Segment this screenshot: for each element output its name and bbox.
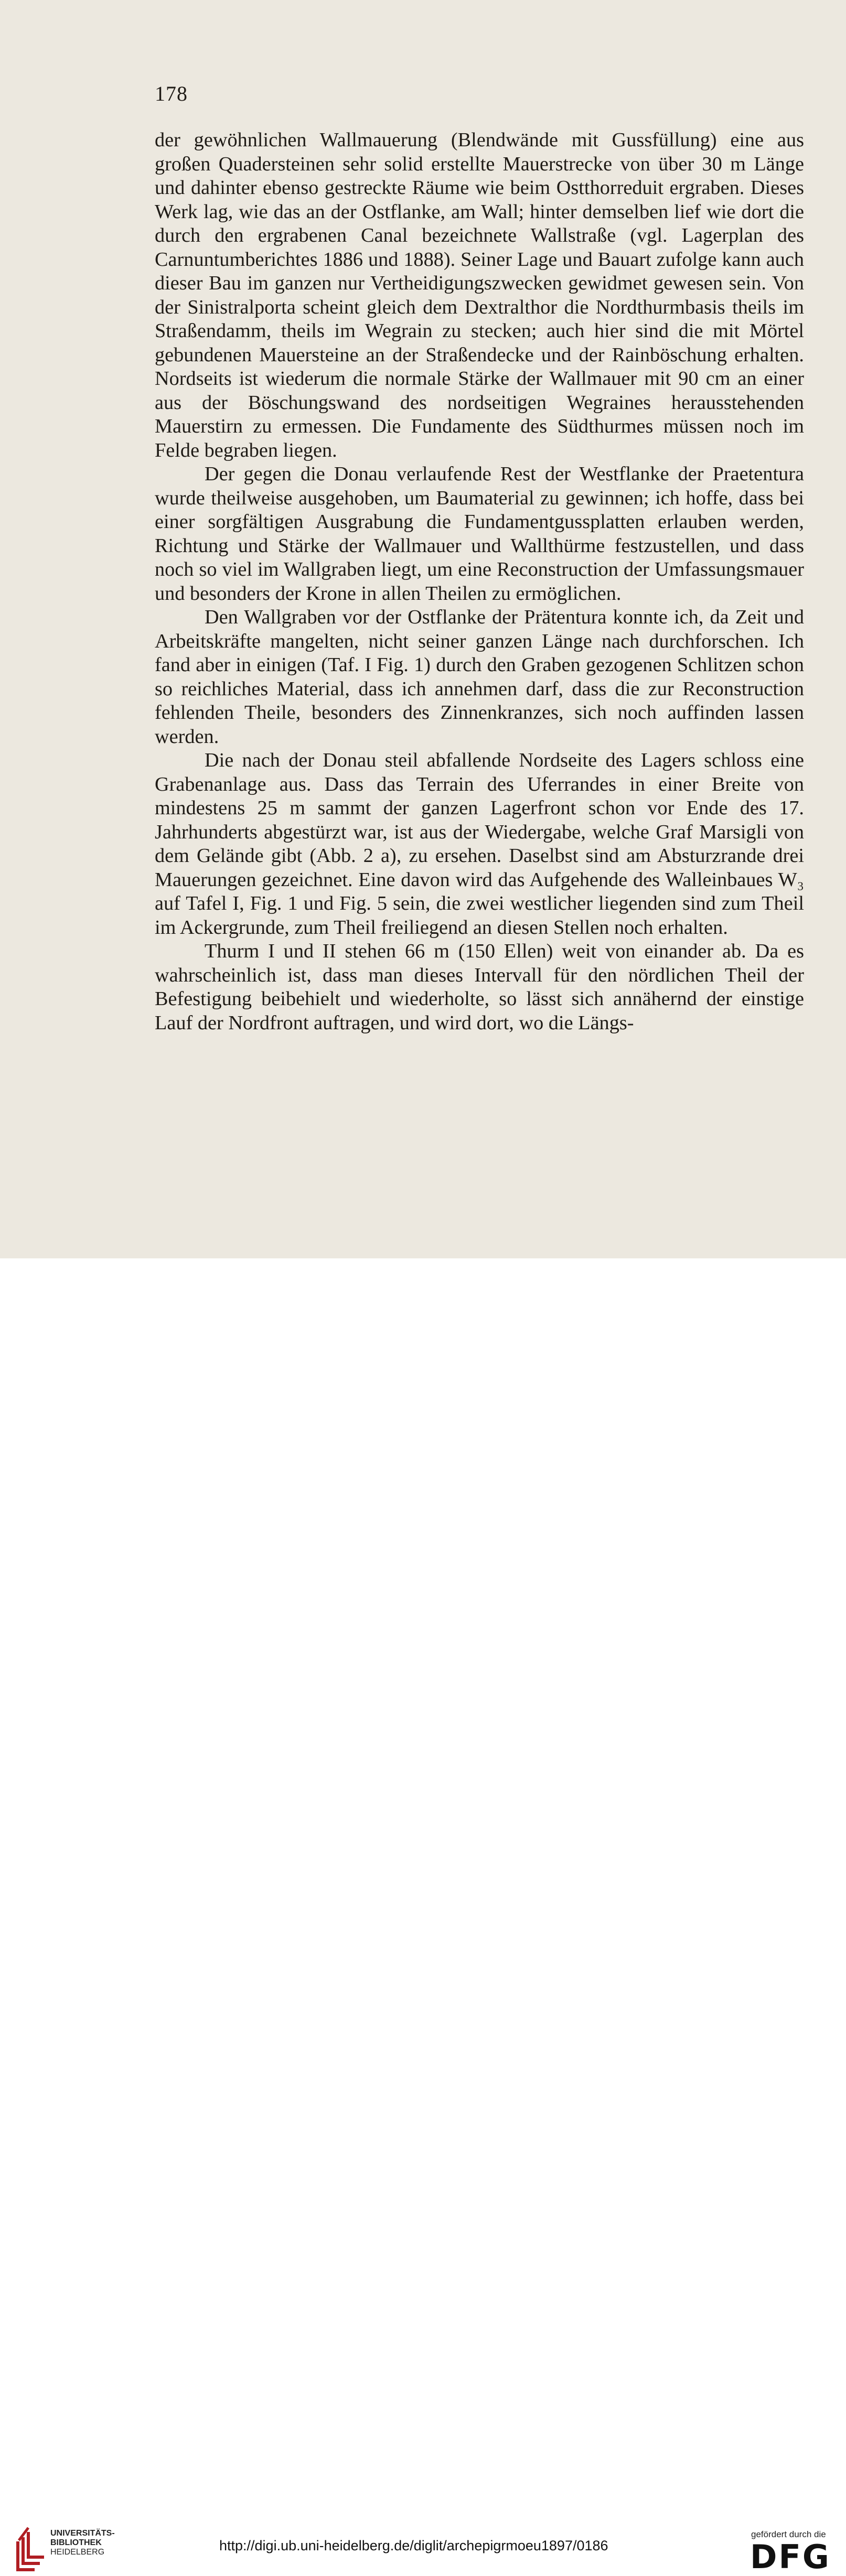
- dfg-logo: DFG: [750, 2538, 831, 2576]
- paragraph-1: der gewöhnlichen Wallmauerung (Blendwände mit Gussfüllung) eine aus großen Quadersteinen sehr solid erstellte Mauerstrecke von über 30 m Länge und dahinter ebenso gestreckte Räume wie beim Ostthorreduit ergraben. Dieses Werk lag, wie das an der Ostflanke, am Wall; hinter demselben lief wie dort die durch den ergrabenen Canal bezeichnete Wallstraße (vgl. Lagerplan des Carnuntumberichtes 1886 und 1888). Seiner Lage und Bauart zufolge kann auch dieser Bau im ganzen nur Vertheidigungszwecken gewidmet gewesen sein. Von der Sinistralporta scheint gleich dem Dextralthor die Nordthurmbasis theils im Straßendamm, theils im Wegrain zu stecken; auch hier sind die mit Mörtel gebundenen Mauersteine an der Straßendecke und der Rainböschung erhalten. Nordseits ist wiederum die normale Stärke der Wallmauer mit 90 cm an einer aus der Böschungswand des nordseitigen Wegraines herausstehenden Mauerstirn zu ermessen. Die Fundamente des Südthurmes müssen noch im Felde begraben liegen.: [155, 129, 804, 461]
- permalink-url[interactable]: http://digi.ub.uni-heidelberg.de/diglit/archepigrmoeu1897/0186: [219, 2538, 608, 2553]
- body-text: [155, 128, 804, 1035]
- institution-line-3: HEIDELBERG: [50, 2548, 105, 2557]
- institution-line-1: UNIVERSITÄTS-: [50, 2529, 115, 2538]
- paragraph-3: Den Wallgraben vor der Ostflanke der Prätentura konnte ich, da Zeit und Arbeitskräfte mangelten, nicht seiner ganzen Länge nach durchforschen. Ich fand aber in einigen (Taf. I Fig. 1) durch den Graben gezogenen Schlitzen schon so reichliches Material, dass ich annehmen darf, dass die zur Reconstruction fehlenden Theile, besonders des Zinnenkranzes, sich noch auffinden lassen werden.: [155, 606, 804, 748]
- page-number: 178: [155, 82, 188, 105]
- scanned-page: [0, 0, 846, 1258]
- sponsor-label: gefördert durch die: [751, 2529, 826, 2539]
- institution-name: [50, 2529, 115, 2557]
- university-library-logo-icon: [15, 2526, 46, 2572]
- institution-line-2: BIBLIOTHEK: [50, 2538, 102, 2547]
- digitization-footer: [0, 1258, 846, 2576]
- paragraph-5: Thurm I und II stehen 66 m (150 Ellen) weit von einander ab. Da es wahrscheinlich ist, dass man dieses Intervall für den nördlichen Theil der Befestigung beibehielt und wiederholte, so lässt sich annähernd der einstige Lauf der Nordfront auftragen, und wird dort, wo die Längs-: [155, 940, 804, 1034]
- paragraph-2: Der gegen die Donau verlaufende Rest der Westflanke der Praetentura wurde theilweise ausgehoben, um Baumaterial zu gewinnen; ich hoffe, dass bei einer sorgfältigen Ausgrabung die Fundamentgussplatten erlauben werden, Richtung und Stärke der Wallmauer und Wallthürme festzustellen, und dass noch so viel im Wallgraben liegt, um eine Reconstruction der Umfassungsmauer und besonders der Krone in allen Theilen zu ermöglichen.: [155, 463, 804, 605]
- paragraph-4: Die nach der Donau steil abfallende Nordseite des Lagers schloss eine Grabenanlage aus. Dass das Terrain des Uferrandes in einer Breite von mindestens 25 m sammt der ganzen Lagerfront schon vor Ende des 17. Jahrhunderts abgestürzt war, ist aus der Wiedergabe, welche Graf Marsigli von dem Gelände gibt (Abb. 2 a), zu ersehen. Daselbst sind am Absturzrande drei Mauerungen gezeichnet. Eine davon wird das Aufgehende des Walleinbaues W₃ auf Tafel I, Fig. 1 und Fig. 5 sein, die zwei westlicher liegenden sind zum Theil im Ackergrunde, zum Theil freiliegend an diesen Stellen noch erhalten.: [155, 749, 804, 939]
